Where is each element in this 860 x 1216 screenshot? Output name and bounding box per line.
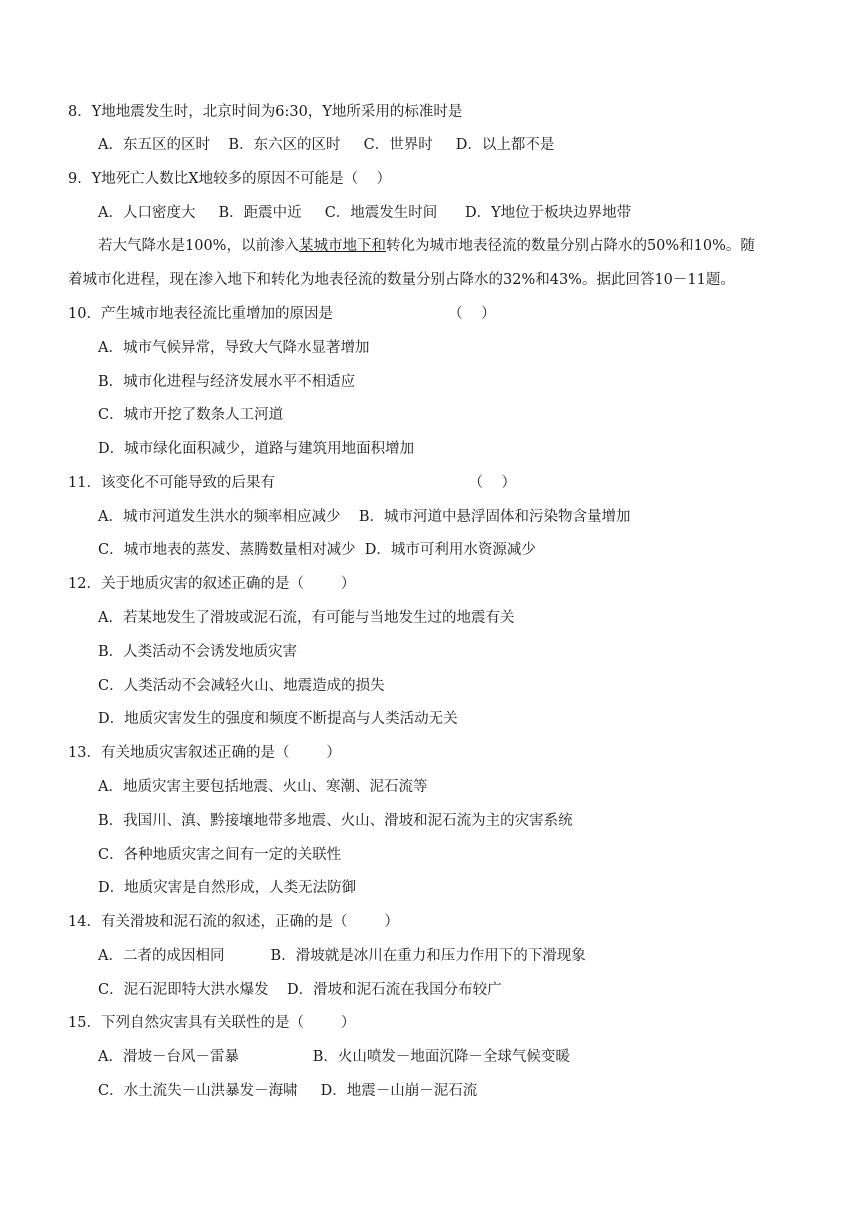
question-14-stem: 14．有关滑坡和泥石流的叙述，正确的是（ ） <box>68 914 399 930</box>
question-11-stem: 11．该变化不可能导致的后果有 （ ） <box>68 475 516 491</box>
question-10-stem: 10．产生城市地表径流比重增加的原因是 （ ） <box>68 306 496 322</box>
question-13-option-a: A．地质灾害主要包括地震、火山、寒潮、泥石流等 <box>98 779 428 795</box>
question-10-option-d: D．城市绿化面积减少，道路与建筑用地面积增加 <box>98 441 415 457</box>
question-8-options: A．东五区的区时 B．东六区的区时 C．世界时 D．以上都不是 <box>98 137 555 153</box>
question-12-option-d: D．地质灾害发生的强度和频度不断提高与人类活动无关 <box>98 711 458 727</box>
question-9-options: A．人口密度大 B．距震中近 C．地震发生时间 D．Y地位于板块边界地带 <box>98 205 632 221</box>
question-14-options-cd: C．泥石泥即特大洪水爆发 D．滑坡和泥石流在我国分布较广 <box>98 982 502 998</box>
question-11-options-cd: C．城市地表的蒸发、蒸腾数量相对减少 D．城市可利用水资源减少 <box>98 542 536 558</box>
question-12-stem: 12．关于地质灾害的叙述正确的是（ ） <box>68 576 356 592</box>
passage-line-1 <box>98 236 755 256</box>
question-14-options-ab: A．二者的成因相同 B．滑坡就是冰川在重力和压力作用下的下滑现象 <box>98 948 586 964</box>
question-11-options-ab: A．城市河道发生洪水的频率相应减少 B．城市河道中悬浮固体和污染物含量增加 <box>98 509 631 525</box>
question-13-stem: 13．有关地质灾害叙述正确的是（ ） <box>68 745 341 761</box>
question-15-options-cd: C．水土流失－山洪暴发－海啸 D．地震－山崩－泥石流 <box>98 1083 478 1099</box>
question-13-option-b: B．我国川、滇、黔接壤地带多地震、火山、滑坡和泥石流为主的灾害系统 <box>98 813 573 829</box>
question-10-option-c: C．城市开挖了数条人工河道 <box>98 407 284 423</box>
question-12-option-b: B．人类活动不会诱发地质灾害 <box>98 644 298 660</box>
passage-text: 转化为城市地表径流的数量分别占降水的50%和10%。随 <box>385 238 755 254</box>
question-10-option-b: B．城市化进程与经济发展水平不相适应 <box>98 374 356 390</box>
question-12-option-c: C．人类活动不会减轻火山、地震造成的损失 <box>98 678 385 694</box>
question-10-option-a: A．城市气候异常，导致大气降水显著增加 <box>98 340 370 356</box>
question-9-stem: 9．Y地死亡人数比X地较多的原因不可能是（ ） <box>68 171 392 187</box>
question-8-stem: 8．Y地地震发生时，北京时间为6:30，Y地所采用的标准时是 <box>68 104 463 120</box>
passage-line-2: 着城市化进程，现在渗入地下和转化为地表径流的数量分别占降水的32%和43%。据此回答10－11题。 <box>68 272 735 288</box>
question-13-option-d: D．地质灾害是自然形成，人类无法防御 <box>98 880 357 896</box>
passage-underlined-text: 某城市地下和 <box>298 238 386 254</box>
passage-text: 若大气降水是100%，以前渗入 <box>98 238 299 254</box>
question-13-option-c: C．各种地质灾害之间有一定的关联性 <box>98 847 342 863</box>
question-15-stem: 15．下列自然灾害具有关联性的是（ ） <box>68 1015 356 1031</box>
question-12-option-a: A．若某地发生了滑坡或泥石流，有可能与当地发生过的地震有关 <box>98 610 515 626</box>
question-15-options-ab: A．滑坡－台风－雷暴 B．火山喷发－地面沉降－全球气候变暖 <box>98 1049 570 1065</box>
